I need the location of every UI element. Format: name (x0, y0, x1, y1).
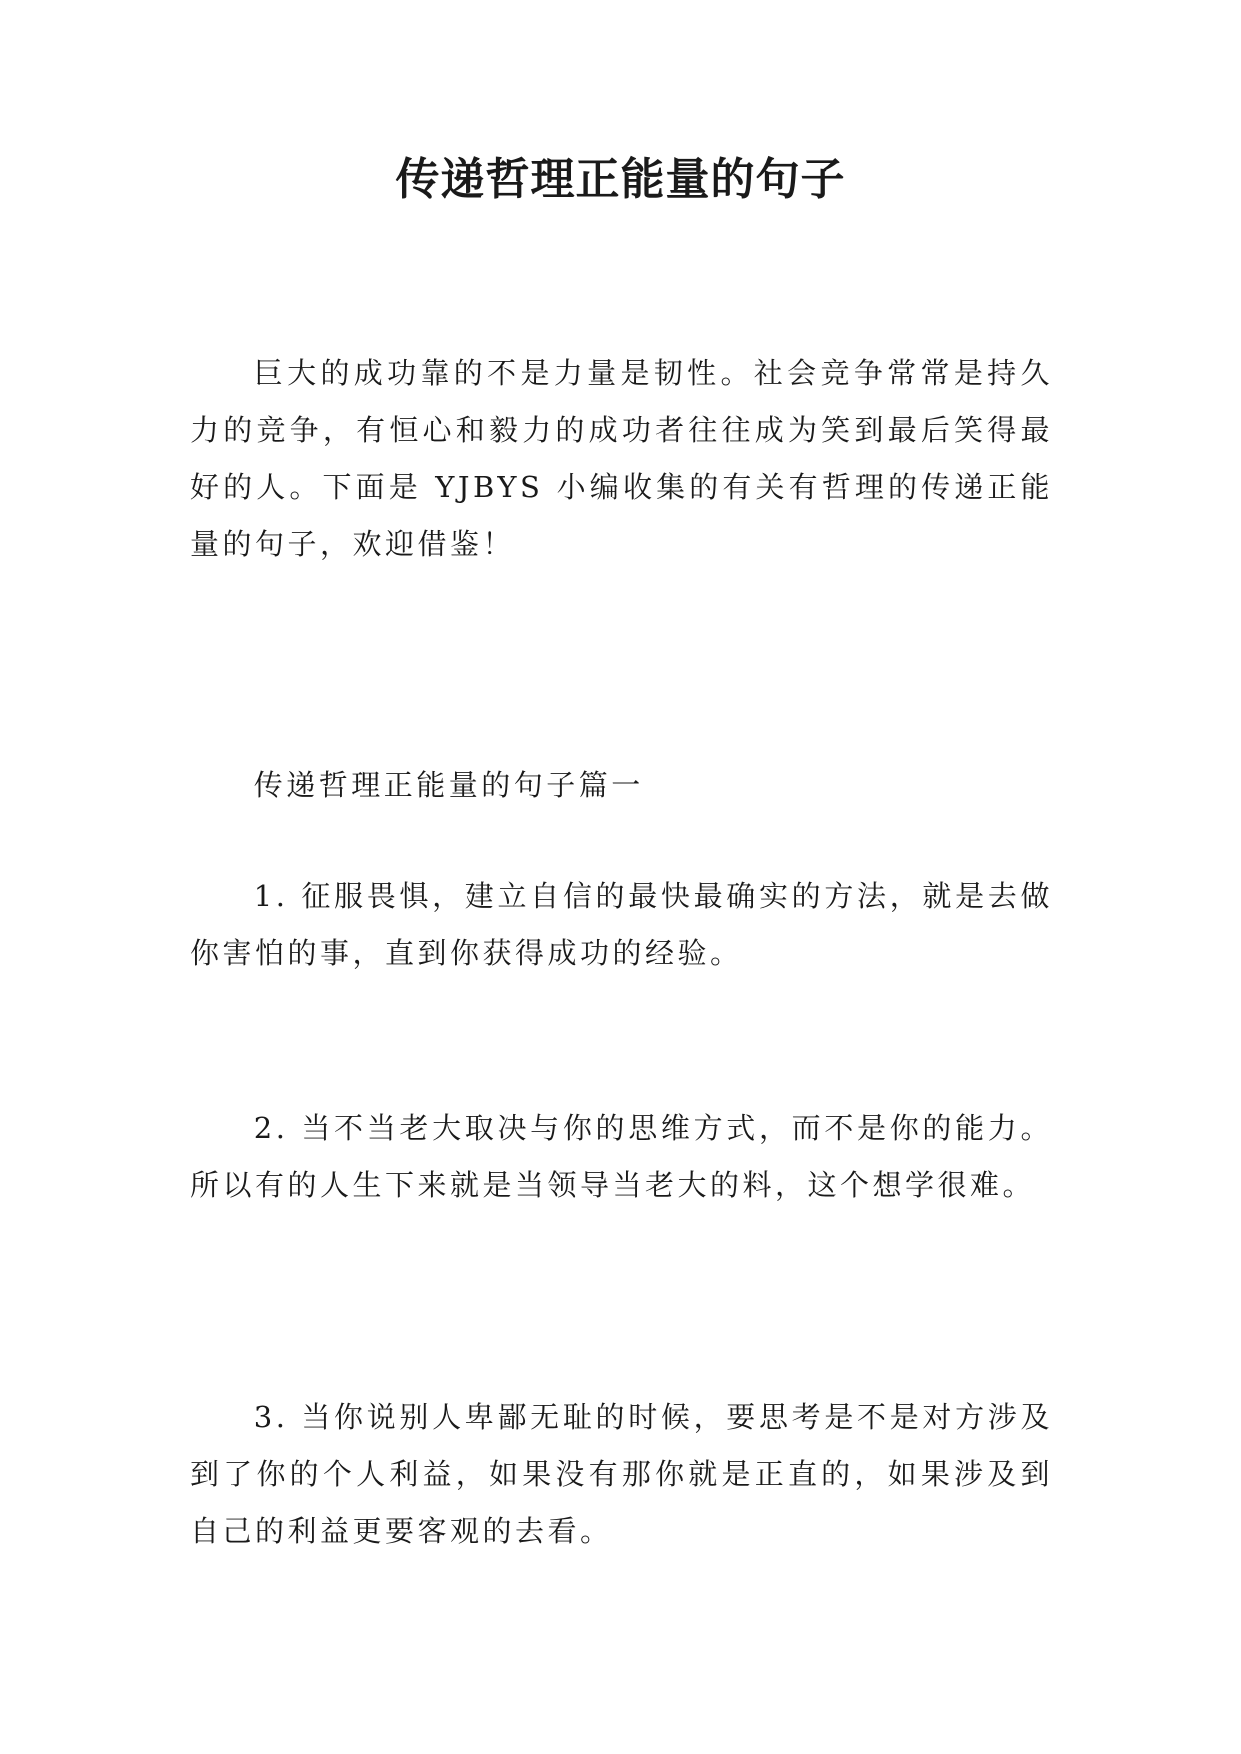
list-item: 3. 当你说别人卑鄙无耻的时候，要思考是不是对方涉及到了你的个人利益，如果没有那你就是正直的，如果涉及到自己的利益更要客观的去看。 (190, 1400, 1053, 1548)
section-heading: 传递哲理正能量的句子篇一 (253, 768, 644, 802)
list-item: 1. 征服畏惧，建立自信的最快最确实的方法，就是去做你害怕的事，直到你获得成功的经验。 (190, 879, 1053, 970)
document-title: 传递哲理正能量的句子 (395, 154, 846, 205)
intro-paragraph: 巨大的成功靠的不是力量是韧性。社会竞争常常是持久力的竞争，有恒心和毅力的成功者往往成为笑到最后笑得最好的人。下面是 YJBYS 小编收集的有关有哲理的传递正能量的句子，欢迎借鉴！ (190, 356, 1053, 561)
list-item: 2. 当不当老大取决与你的思维方式，而不是你的能力。所以有的人生下来就是当领导当老大的料，这个想学很难。 (190, 1111, 1053, 1202)
